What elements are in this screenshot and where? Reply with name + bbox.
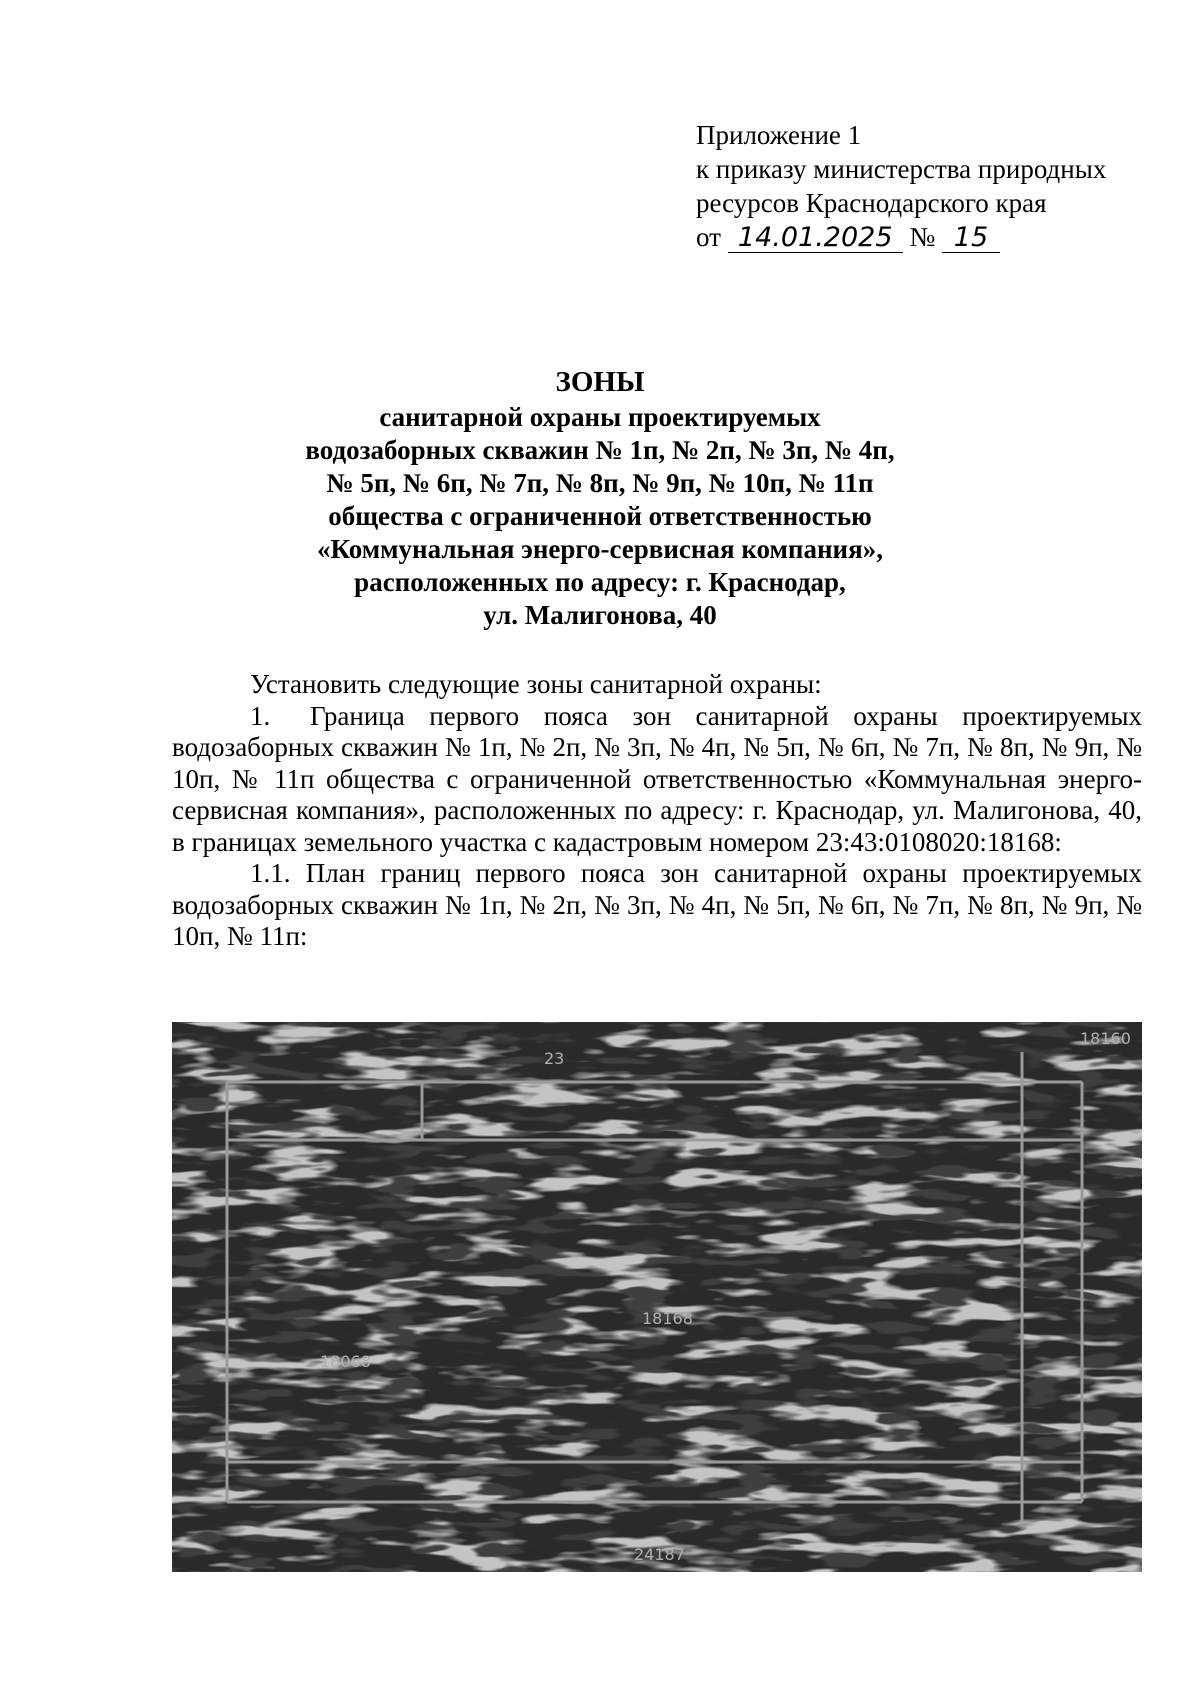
title-line: расположенных по адресу: г. Краснодар, [354,567,846,597]
title-line: ул. Малигонова, 40 [483,600,717,630]
appendix-line: к приказу министерства природных [696,154,1107,184]
map-label-left: 18068 [320,1352,371,1371]
item-1-paragraph [172,701,1142,859]
title-line: № 5п, № 6п, № 7п, № 8п, № 9п, № 10п, № 11п [326,468,874,498]
handwritten-number: 15 [942,224,1000,253]
appendix-line: Приложение 1 [696,120,862,150]
appendix-line: ресурсов Краснодарского края [696,188,1047,218]
title-line: санитарной охраны проектируемых [379,402,821,432]
map-texture-dark [172,1022,1142,1572]
number-label: № [909,222,936,252]
title-line: водозаборных скважин № 1п, № 2п, № 3п, № 4п, [305,435,895,465]
document-title [220,366,980,632]
map-label-top: 23 [544,1049,565,1068]
title-line: «Коммунальная энерго-сервисная компания», [317,534,883,564]
title-line: общества с ограниченной ответственностью [328,501,872,531]
title-heading: ЗОНЫ [555,366,645,398]
item-1-1-paragraph: 1.1. План границ первого пояса зон санитарной охраны проектируемых водозаборных скважин № 1п, № 2п, № 3п, № 4п, № 5п, № 6п, № 7п, № 8п, № 9п, № 10п, № 11п: [172,858,1142,951]
order-date-line [696,220,1106,254]
map-graphic [172,1022,1142,1572]
map-label-center: 18168 [642,1309,693,1328]
intro-paragraph: Установить следующие зоны санитарной охраны: [250,669,822,699]
map-label-bottom: 24187 [634,1545,685,1564]
item-1-number: 1. [250,700,271,731]
boundary-plan-map [172,1022,1142,1572]
item-1-text: Граница первого пояса зон санитарной охраны проектируемых водозаборных скважин № 1п, № 2п, № 3п, № 4п, № 5п, № 6п, № 7п, № 8п, № 9п, № 10п, № 11п общества с ограниченной ответственностью «Коммунальная энерго-сервисная компания», расположенных по адресу: г. Краснодар, ул. Малигонова, 40, в границах земельного участка с кадастровым номером 23:43:0108020:18168: [172,700,1142,857]
map-label-corner: 18160 [1080,1029,1131,1048]
handwritten-date: 14.01.2025 [728,224,903,253]
appendix-block [696,118,1106,254]
document-body [172,669,1142,953]
from-label: от [696,222,721,252]
